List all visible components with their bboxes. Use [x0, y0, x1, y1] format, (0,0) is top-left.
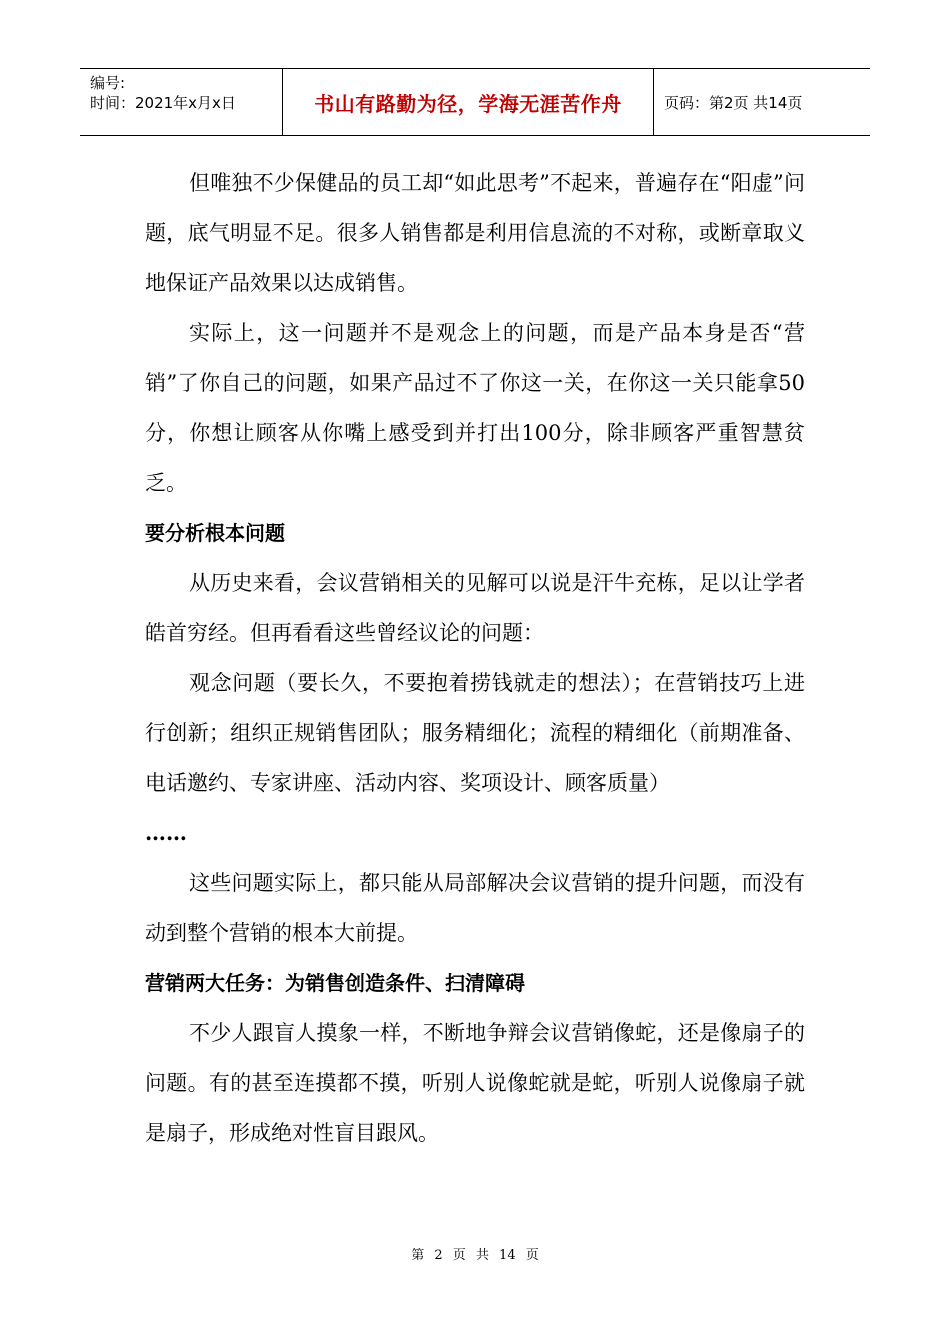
document-body: [145, 158, 805, 1158]
page-footer: 第 2 页 共 14 页: [411, 1248, 539, 1263]
paragraph-5: 这些问题实际上，都只能从局部解决会议营销的提升问题，而没有动到整个营销的根本大前提。: [145, 871, 805, 945]
section-heading-2: 营销两大任务：为销售创造条件、扫清障碍: [145, 971, 525, 995]
date-line: 时间：2021年x月x日: [90, 94, 236, 112]
paragraph-3: 从历史来看，会议营销相关的见解可以说是汗牛充栋，足以让学者皓首穷经。但再看看这些曾经议论的问题：: [145, 571, 805, 645]
header-page-info: 页码：第2页 共14页: [664, 93, 803, 112]
document-header: [80, 68, 870, 136]
header-meta: [80, 69, 282, 135]
paragraph-6: 不少人跟盲人摸象一样，不断地争辩会议营销像蛇，还是像扇子的问题。有的甚至连摸都不摸，听别人说像蛇就是蛇，听别人说像扇子就是扇子，形成绝对性盲目跟风。: [145, 1021, 805, 1145]
section-heading-1: 要分析根本问题: [145, 521, 285, 545]
header-motto: 书山有路勤为径，学海无涯苦作舟: [282, 69, 654, 135]
paragraph-1: 但唯独不少保健品的员工却“如此思考”不起来，普遍存在“阳虚”问题，底气明显不足。很多人销售都是利用信息流的不对称，或断章取义地保证产品效果以达成销售。: [145, 171, 805, 295]
serial-label: 编号:: [90, 74, 126, 92]
paragraph-4: 观念问题（要长久，不要抱着捞钱就走的想法）；在营销技巧上进行创新；组织正规销售团队；服务精细化；流程的精细化（前期准备、电话邀约、专家讲座、活动内容、奖项设计、顾客质量）: [145, 671, 805, 795]
ellipsis-line: ……: [145, 820, 187, 845]
paragraph-2: 实际上，这一问题并不是观念上的问题，而是产品本身是否“营销”了你自己的问题，如果产品过不了你这一关，在你这一关只能拿50分，你想让顾客从你嘴上感受到并打出100分，除非顾客严重智慧贫乏。: [145, 321, 805, 495]
